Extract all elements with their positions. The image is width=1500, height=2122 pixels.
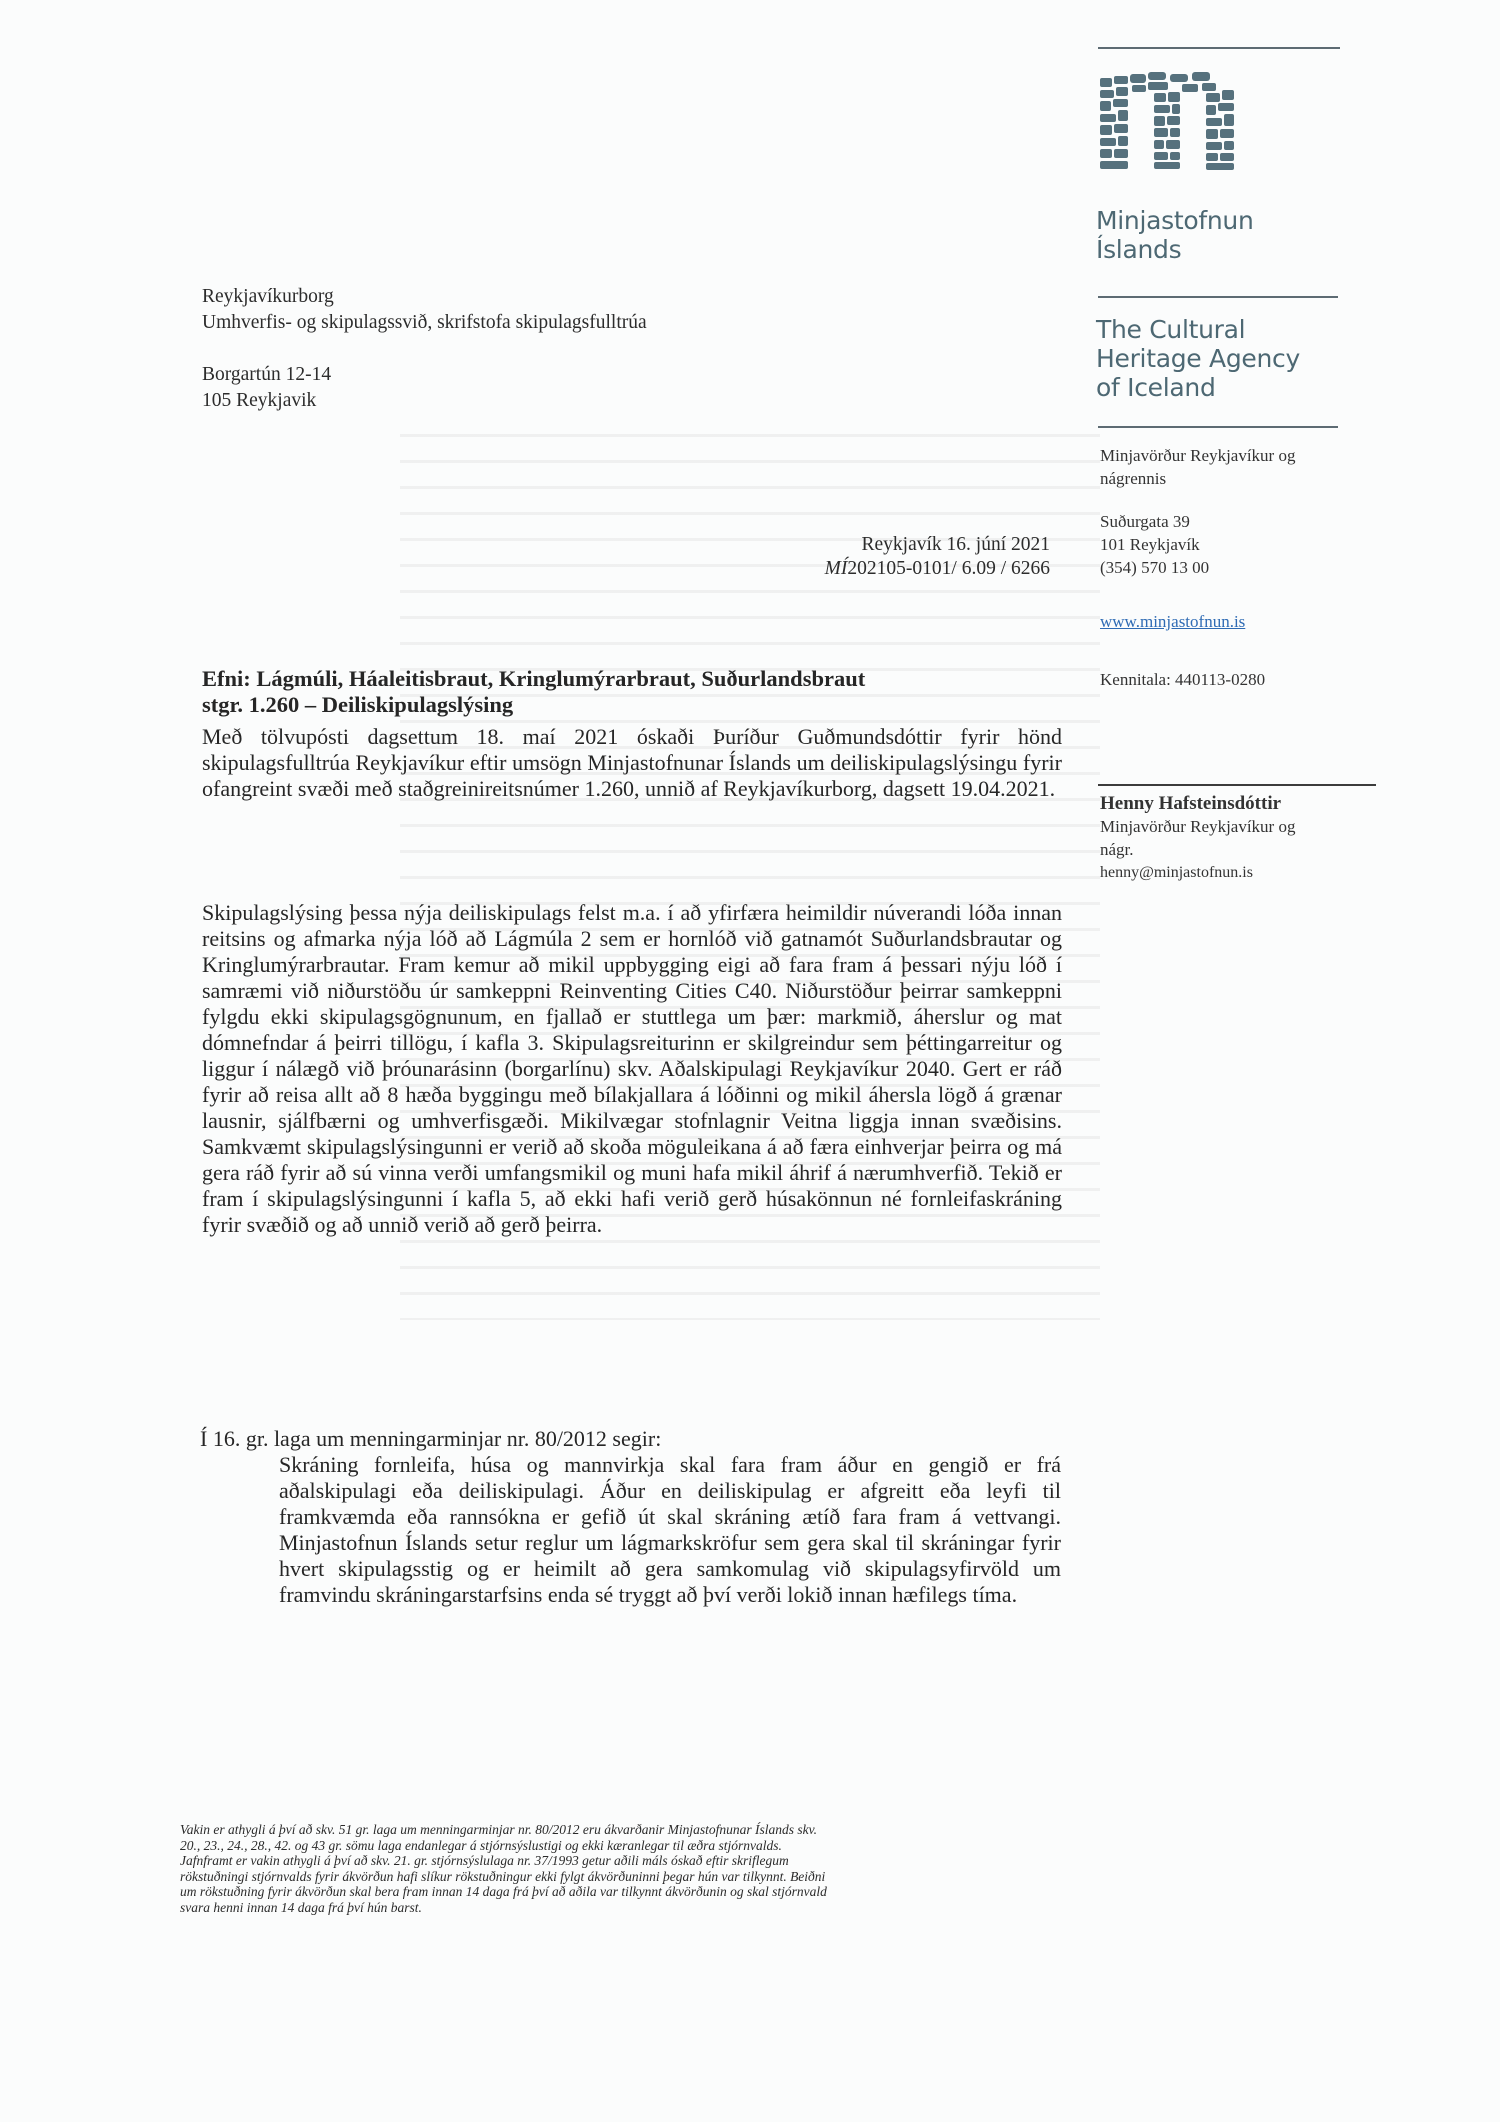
recipient-address bbox=[202, 362, 331, 414]
law-quote: Skráning fornleifa, húsa og mannvirkja skal fara fram áður en gengið er frá aðalskipulagi eða deiliskipulagi. Áður en deiliskipulag er afgreitt eða leyfi til framkvæmda eða rannsókna er gefið út skal skráning ætíð fara fram á vettvangi. Minjastofnun Íslands setur reglur um lágmarkskröfur sem gera skal til skráningar fyrir hvert skipulagsstig og er heimilt að gera samkomulag við skipulagsyfirvöld um framvindu skráningarstarfsins enda sé tryggt að því verði lokið innan hæfilegs tíma. bbox=[279, 1452, 1061, 1607]
letterhead-lower-rule bbox=[1098, 426, 1338, 428]
footnote-line: 20., 23., 24., 28., 42. og 43 gr. sömu laga endanlegar á stjórnsýslustigi og ekki kæranlegar til æðra stjórnvalds. bbox=[180, 1837, 782, 1853]
office-line: nágrennis bbox=[1100, 469, 1167, 488]
reference-number bbox=[700, 557, 1050, 581]
letterhead-mid-rule bbox=[1098, 296, 1338, 298]
letterhead-top-rule bbox=[1098, 47, 1340, 49]
org-name-is-line: Íslands bbox=[1096, 235, 1182, 264]
reference-prefix: MÍ bbox=[824, 558, 848, 579]
recipient-org: Reykjavíkurborg bbox=[202, 286, 334, 307]
org-name-en-line: The Cultural bbox=[1096, 315, 1246, 344]
org-name-en-line: of Iceland bbox=[1096, 373, 1216, 402]
letter-date: Reykjavík 16. júní 2021 bbox=[861, 534, 1050, 555]
website-block bbox=[1100, 610, 1390, 633]
subject-line bbox=[202, 666, 1062, 718]
footnote-line: svara henni innan 14 daga frá því hún barst. bbox=[180, 1899, 422, 1915]
org-name-english bbox=[1096, 315, 1300, 402]
recipient-block bbox=[202, 284, 647, 336]
footnote-line: Jafnframt er vakin athygli á því að skv. 21. gr. stjórnsýslulaga nr. 37/1993 getur aðili máls óskað eftir skriflegum bbox=[180, 1853, 789, 1868]
subject-line-1: Efni: Lágmúli, Háaleitisbraut, Kringlumýrarbraut, Suðurlandsbraut bbox=[202, 666, 866, 691]
recipient-department: Umhverfis- og skipulagssvið, skrifstofa skipulagsfulltrúa bbox=[202, 312, 647, 333]
phone-number: (354) 570 13 00 bbox=[1100, 558, 1210, 577]
website-link[interactable]: www.minjastofnun.is bbox=[1100, 612, 1246, 631]
recipient-street: Borgartún 12-14 bbox=[202, 364, 332, 385]
office-address bbox=[1100, 510, 1390, 579]
org-name-is-line: Minjastofnun bbox=[1096, 206, 1254, 235]
paragraph-description: Skipulagslýsing þessa nýja deiliskipulags felst m.a. í að yfirfæra heimildir núverandi lóða innan reitsins og afmarka nýja lóð að Lágmúla 2 sem er hornlóð við gatnamót Suðurlandsbrautar og Kringlumýrarbrautar. Fram kemur að mikil uppbygging eigi að fara fram á þessari nýju lóð í samræmi við niðurstöðu úr samkeppni Reinventing Cities C40. Niðurstöður þeirrar samkeppni fylgdu ekki skipulagsgögnunum, en fjallað er stuttlega um þær: markmið, áherslur og mat dómnefndar á þeirri tillögu, í kafla 3. Skipulagsreiturinn er skilgreindur sem þéttingarreitur og liggur í nálægð við þróunarásinn (borgarlínu) skv. Aðalskipulagi Reykjavíkur 2040. Gert er ráð fyrir að reisa allt að 8 hæða byggingu með bílakjallara á lóðinni og mikil áhersla lögð á grænar lausnir, sjálfbærni og umhverfisgæði. Mikilvægar stofnlagnir Veitna liggja innan svæðisins. Samkvæmt skipulagslýsingunni er verið að skoða möguleikana á að færa einhverjar þeirra og má gera ráð fyrir að sú vinna verði umfangsmikil og muni hafa mikil áhrif á nærumhverfið. Tekið er fram í skipulagslýsingunni í kafla 5, að ekki hafi verið gerð húsakönnun né fornleifaskráning fyrir svæðið og að unnið verið að gerð þeirra. bbox=[202, 900, 1062, 1237]
street-address: Suðurgata 39 bbox=[1100, 512, 1190, 531]
org-name-icelandic bbox=[1096, 206, 1253, 264]
org-name-en-line: Heritage Agency bbox=[1096, 344, 1300, 373]
signatory-title: nágr. bbox=[1100, 840, 1134, 859]
footnote-line: um rökstuðning fyrir ákvörðun skal bera fram innan 14 daga frá því að aðila var tilkynnt ákvörðunin og skal stjórnvald bbox=[180, 1884, 827, 1899]
signature-block bbox=[1100, 792, 1390, 884]
reference-code: 202105-0101/ 6.09 / 6266 bbox=[847, 558, 1050, 579]
recipient-city: 105 Reykjavik bbox=[202, 390, 317, 411]
footnote-line: Vakin er athygli á því að skv. 51 gr. laga um menningarminjar nr. 80/2012 eru ákvarðanir Minjastofnunar Íslands skv. bbox=[180, 1822, 817, 1837]
footnote-line: rökstuðningi stjórnvalds fyrir ákvörðun hafi slíkur rökstuðningur ekki fylgt ákvörðuninni þegar hún var tilkynnt. Beiðni bbox=[180, 1868, 826, 1884]
postal-city: 101 Reykjavík bbox=[1100, 535, 1200, 554]
office-block bbox=[1100, 444, 1390, 490]
signatory-title: Minjavörður Reykjavíkur og bbox=[1100, 817, 1296, 836]
legal-footnote bbox=[180, 1822, 980, 1915]
office-line: Minjavörður Reykjavíkur og bbox=[1100, 446, 1296, 465]
signature-rule bbox=[1098, 784, 1376, 786]
paragraph-law-citation: Í 16. gr. laga um menningarminjar nr. 80/2012 segir: bbox=[200, 1426, 662, 1451]
signatory-email[interactable]: henny@minjastofnun.is bbox=[1100, 864, 1253, 881]
date-reference bbox=[700, 533, 1050, 581]
signatory-name: Henny Hafsteinsdóttir bbox=[1100, 793, 1282, 814]
kennitala: Kennitala: 440113-0280 bbox=[1100, 670, 1266, 689]
subject-line-2: stgr. 1.260 – Deiliskipulagslýsing bbox=[202, 692, 514, 717]
paragraph-intro: Með tölvupósti dagsettum 18. maí 2021 óskaði Þuríður Guðmundsdóttir fyrir hönd skipulagsfulltrúa Reykjavíkur eftir umsögn Minjastofnunar Íslands um deiliskipulagslýsingu fyrir ofangreint svæði með staðgreinireitsnúmer 1.260, unnið af Reykjavíkurborg, dagsett 19.04.2021. bbox=[202, 724, 1062, 801]
stone-arch-m-logo-icon bbox=[1098, 70, 1238, 175]
